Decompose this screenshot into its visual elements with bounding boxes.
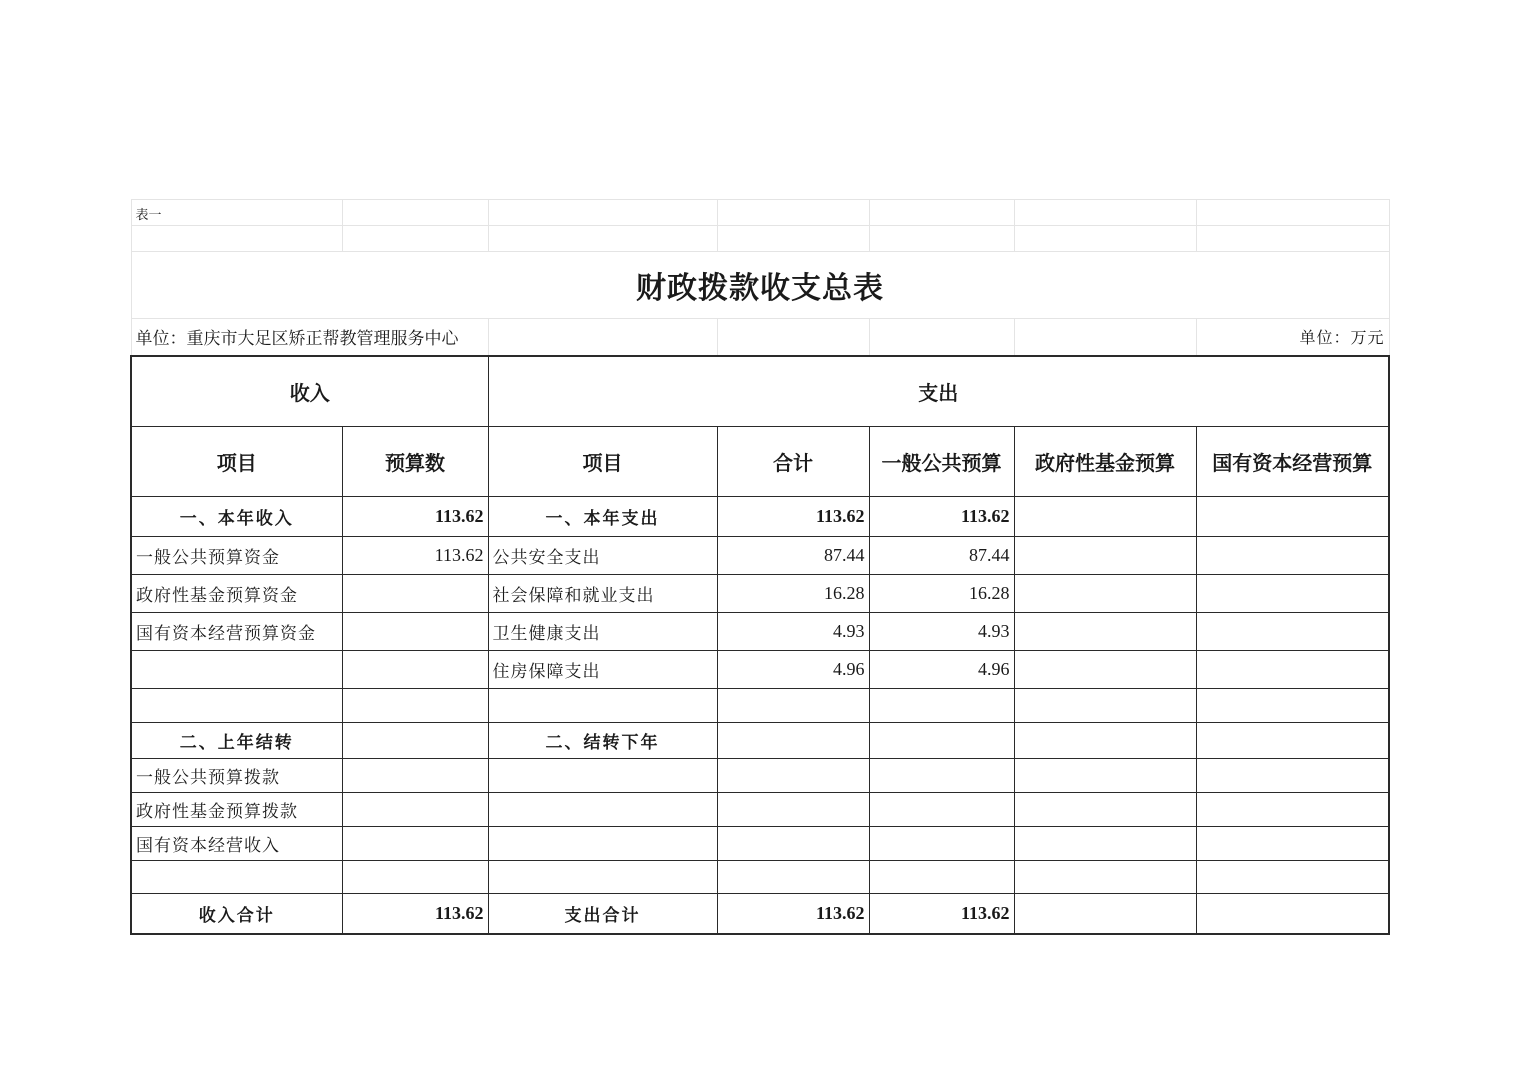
total-cell: 16.28 bbox=[717, 575, 869, 613]
table-number: 表一 bbox=[131, 200, 342, 226]
income-item-cell bbox=[131, 861, 342, 894]
general-budget-cell bbox=[869, 861, 1014, 894]
income-item-cell: 一般公共预算资金 bbox=[131, 537, 342, 575]
empty-cell bbox=[717, 200, 869, 226]
table-row bbox=[131, 723, 1389, 759]
state-capital-cell bbox=[1196, 651, 1389, 689]
income-item-cell: 政府性基金预算拨款 bbox=[131, 793, 342, 827]
total-cell bbox=[717, 689, 869, 723]
income-item-cell: 收入合计 bbox=[131, 894, 342, 934]
table-row bbox=[131, 651, 1389, 689]
table-row bbox=[131, 827, 1389, 861]
expense-item-cell bbox=[488, 793, 717, 827]
empty-cell bbox=[342, 226, 488, 252]
empty-cell bbox=[717, 319, 869, 356]
state-capital-cell bbox=[1196, 497, 1389, 537]
col-state-capital-budget: 国有资本经营预算 bbox=[1196, 427, 1389, 497]
total-cell bbox=[717, 723, 869, 759]
unit-row bbox=[131, 319, 1389, 356]
table-row bbox=[131, 861, 1389, 894]
general-budget-cell: 16.28 bbox=[869, 575, 1014, 613]
income-amount-cell bbox=[342, 759, 488, 793]
table-row bbox=[131, 497, 1389, 537]
income-amount-cell: 113.62 bbox=[342, 894, 488, 934]
income-item-cell bbox=[131, 651, 342, 689]
fund-budget-cell bbox=[1014, 759, 1196, 793]
expense-item-cell bbox=[488, 689, 717, 723]
col-total: 合计 bbox=[717, 427, 869, 497]
state-capital-cell bbox=[1196, 689, 1389, 723]
total-cell bbox=[717, 759, 869, 793]
state-capital-cell bbox=[1196, 793, 1389, 827]
expense-item-cell: 社会保障和就业支出 bbox=[488, 575, 717, 613]
income-amount-cell bbox=[342, 861, 488, 894]
income-item-cell: 一、本年收入 bbox=[131, 497, 342, 537]
unit-organization: 单位：重庆市大足区矫正帮教管理服务中心 bbox=[131, 319, 488, 356]
general-budget-cell bbox=[869, 723, 1014, 759]
income-amount-cell bbox=[342, 575, 488, 613]
income-amount-cell bbox=[342, 793, 488, 827]
expense-item-cell: 公共安全支出 bbox=[488, 537, 717, 575]
state-capital-cell bbox=[1196, 894, 1389, 934]
state-capital-cell bbox=[1196, 759, 1389, 793]
general-budget-cell: 4.93 bbox=[869, 613, 1014, 651]
expense-item-cell bbox=[488, 759, 717, 793]
empty-cell bbox=[869, 200, 1014, 226]
total-cell: 4.96 bbox=[717, 651, 869, 689]
income-amount-cell bbox=[342, 827, 488, 861]
empty-cell bbox=[1014, 200, 1196, 226]
empty-cell bbox=[1014, 226, 1196, 252]
total-cell: 113.62 bbox=[717, 497, 869, 537]
empty-cell bbox=[717, 226, 869, 252]
income-header: 收入 bbox=[131, 356, 488, 427]
table-row bbox=[131, 793, 1389, 827]
table-row bbox=[131, 537, 1389, 575]
expense-item-cell bbox=[488, 827, 717, 861]
fund-budget-cell bbox=[1014, 689, 1196, 723]
general-budget-cell: 4.96 bbox=[869, 651, 1014, 689]
general-budget-cell: 113.62 bbox=[869, 894, 1014, 934]
fund-budget-cell bbox=[1014, 497, 1196, 537]
summary-table bbox=[130, 199, 1390, 935]
table-row bbox=[131, 575, 1389, 613]
expense-item-cell: 一、本年支出 bbox=[488, 497, 717, 537]
expense-header: 支出 bbox=[488, 356, 1389, 427]
total-cell bbox=[717, 827, 869, 861]
income-amount-cell bbox=[342, 651, 488, 689]
income-amount-cell bbox=[342, 723, 488, 759]
fund-budget-cell bbox=[1014, 537, 1196, 575]
general-budget-cell bbox=[869, 689, 1014, 723]
state-capital-cell bbox=[1196, 723, 1389, 759]
income-amount-cell: 113.62 bbox=[342, 497, 488, 537]
income-amount-cell bbox=[342, 613, 488, 651]
total-cell bbox=[717, 793, 869, 827]
empty-cell bbox=[869, 226, 1014, 252]
income-item-cell: 二、上年结转 bbox=[131, 723, 342, 759]
fund-budget-cell bbox=[1014, 861, 1196, 894]
total-cell bbox=[717, 861, 869, 894]
col-expense-item: 项目 bbox=[488, 427, 717, 497]
empty-cell bbox=[1196, 200, 1389, 226]
expense-item-cell: 二、结转下年 bbox=[488, 723, 717, 759]
general-budget-cell: 87.44 bbox=[869, 537, 1014, 575]
table-title: 财政拨款收支总表 bbox=[131, 252, 1389, 319]
total-cell: 113.62 bbox=[717, 894, 869, 934]
total-cell: 87.44 bbox=[717, 537, 869, 575]
empty-cell bbox=[488, 319, 717, 356]
table-row bbox=[131, 759, 1389, 793]
income-item-cell: 国有资本经营预算资金 bbox=[131, 613, 342, 651]
empty-cell bbox=[1196, 226, 1389, 252]
fund-budget-cell bbox=[1014, 827, 1196, 861]
table-row bbox=[131, 613, 1389, 651]
empty-cell bbox=[1014, 319, 1196, 356]
fund-budget-cell bbox=[1014, 651, 1196, 689]
column-header-row bbox=[131, 427, 1389, 497]
col-fund-budget: 政府性基金预算 bbox=[1014, 427, 1196, 497]
expense-item-cell bbox=[488, 861, 717, 894]
income-item-cell: 政府性基金预算资金 bbox=[131, 575, 342, 613]
sheet-row-2 bbox=[131, 226, 1389, 252]
col-income-item: 项目 bbox=[131, 427, 342, 497]
sheet-row-1 bbox=[131, 200, 1389, 226]
group-header-row bbox=[131, 356, 1389, 427]
empty-cell bbox=[488, 200, 717, 226]
col-income-budget: 预算数 bbox=[342, 427, 488, 497]
col-general-budget: 一般公共预算 bbox=[869, 427, 1014, 497]
fund-budget-cell bbox=[1014, 575, 1196, 613]
general-budget-cell bbox=[869, 793, 1014, 827]
expense-item-cell: 住房保障支出 bbox=[488, 651, 717, 689]
income-item-cell bbox=[131, 689, 342, 723]
expense-item-cell: 卫生健康支出 bbox=[488, 613, 717, 651]
general-budget-cell bbox=[869, 759, 1014, 793]
spreadsheet bbox=[130, 199, 1388, 935]
empty-cell bbox=[131, 226, 342, 252]
income-amount-cell bbox=[342, 689, 488, 723]
total-cell: 4.93 bbox=[717, 613, 869, 651]
empty-cell bbox=[488, 226, 717, 252]
fund-budget-cell bbox=[1014, 613, 1196, 651]
fund-budget-cell bbox=[1014, 894, 1196, 934]
income-item-cell: 一般公共预算拨款 bbox=[131, 759, 342, 793]
unit-money: 单位：万元 bbox=[1196, 319, 1389, 356]
empty-cell bbox=[342, 200, 488, 226]
state-capital-cell bbox=[1196, 827, 1389, 861]
title-row bbox=[131, 252, 1389, 319]
table-row bbox=[131, 894, 1389, 934]
general-budget-cell: 113.62 bbox=[869, 497, 1014, 537]
state-capital-cell bbox=[1196, 575, 1389, 613]
income-amount-cell: 113.62 bbox=[342, 537, 488, 575]
income-item-cell: 国有资本经营收入 bbox=[131, 827, 342, 861]
state-capital-cell bbox=[1196, 537, 1389, 575]
state-capital-cell bbox=[1196, 861, 1389, 894]
state-capital-cell bbox=[1196, 613, 1389, 651]
empty-cell bbox=[869, 319, 1014, 356]
general-budget-cell bbox=[869, 827, 1014, 861]
fund-budget-cell bbox=[1014, 793, 1196, 827]
fund-budget-cell bbox=[1014, 723, 1196, 759]
table-row bbox=[131, 689, 1389, 723]
expense-item-cell: 支出合计 bbox=[488, 894, 717, 934]
